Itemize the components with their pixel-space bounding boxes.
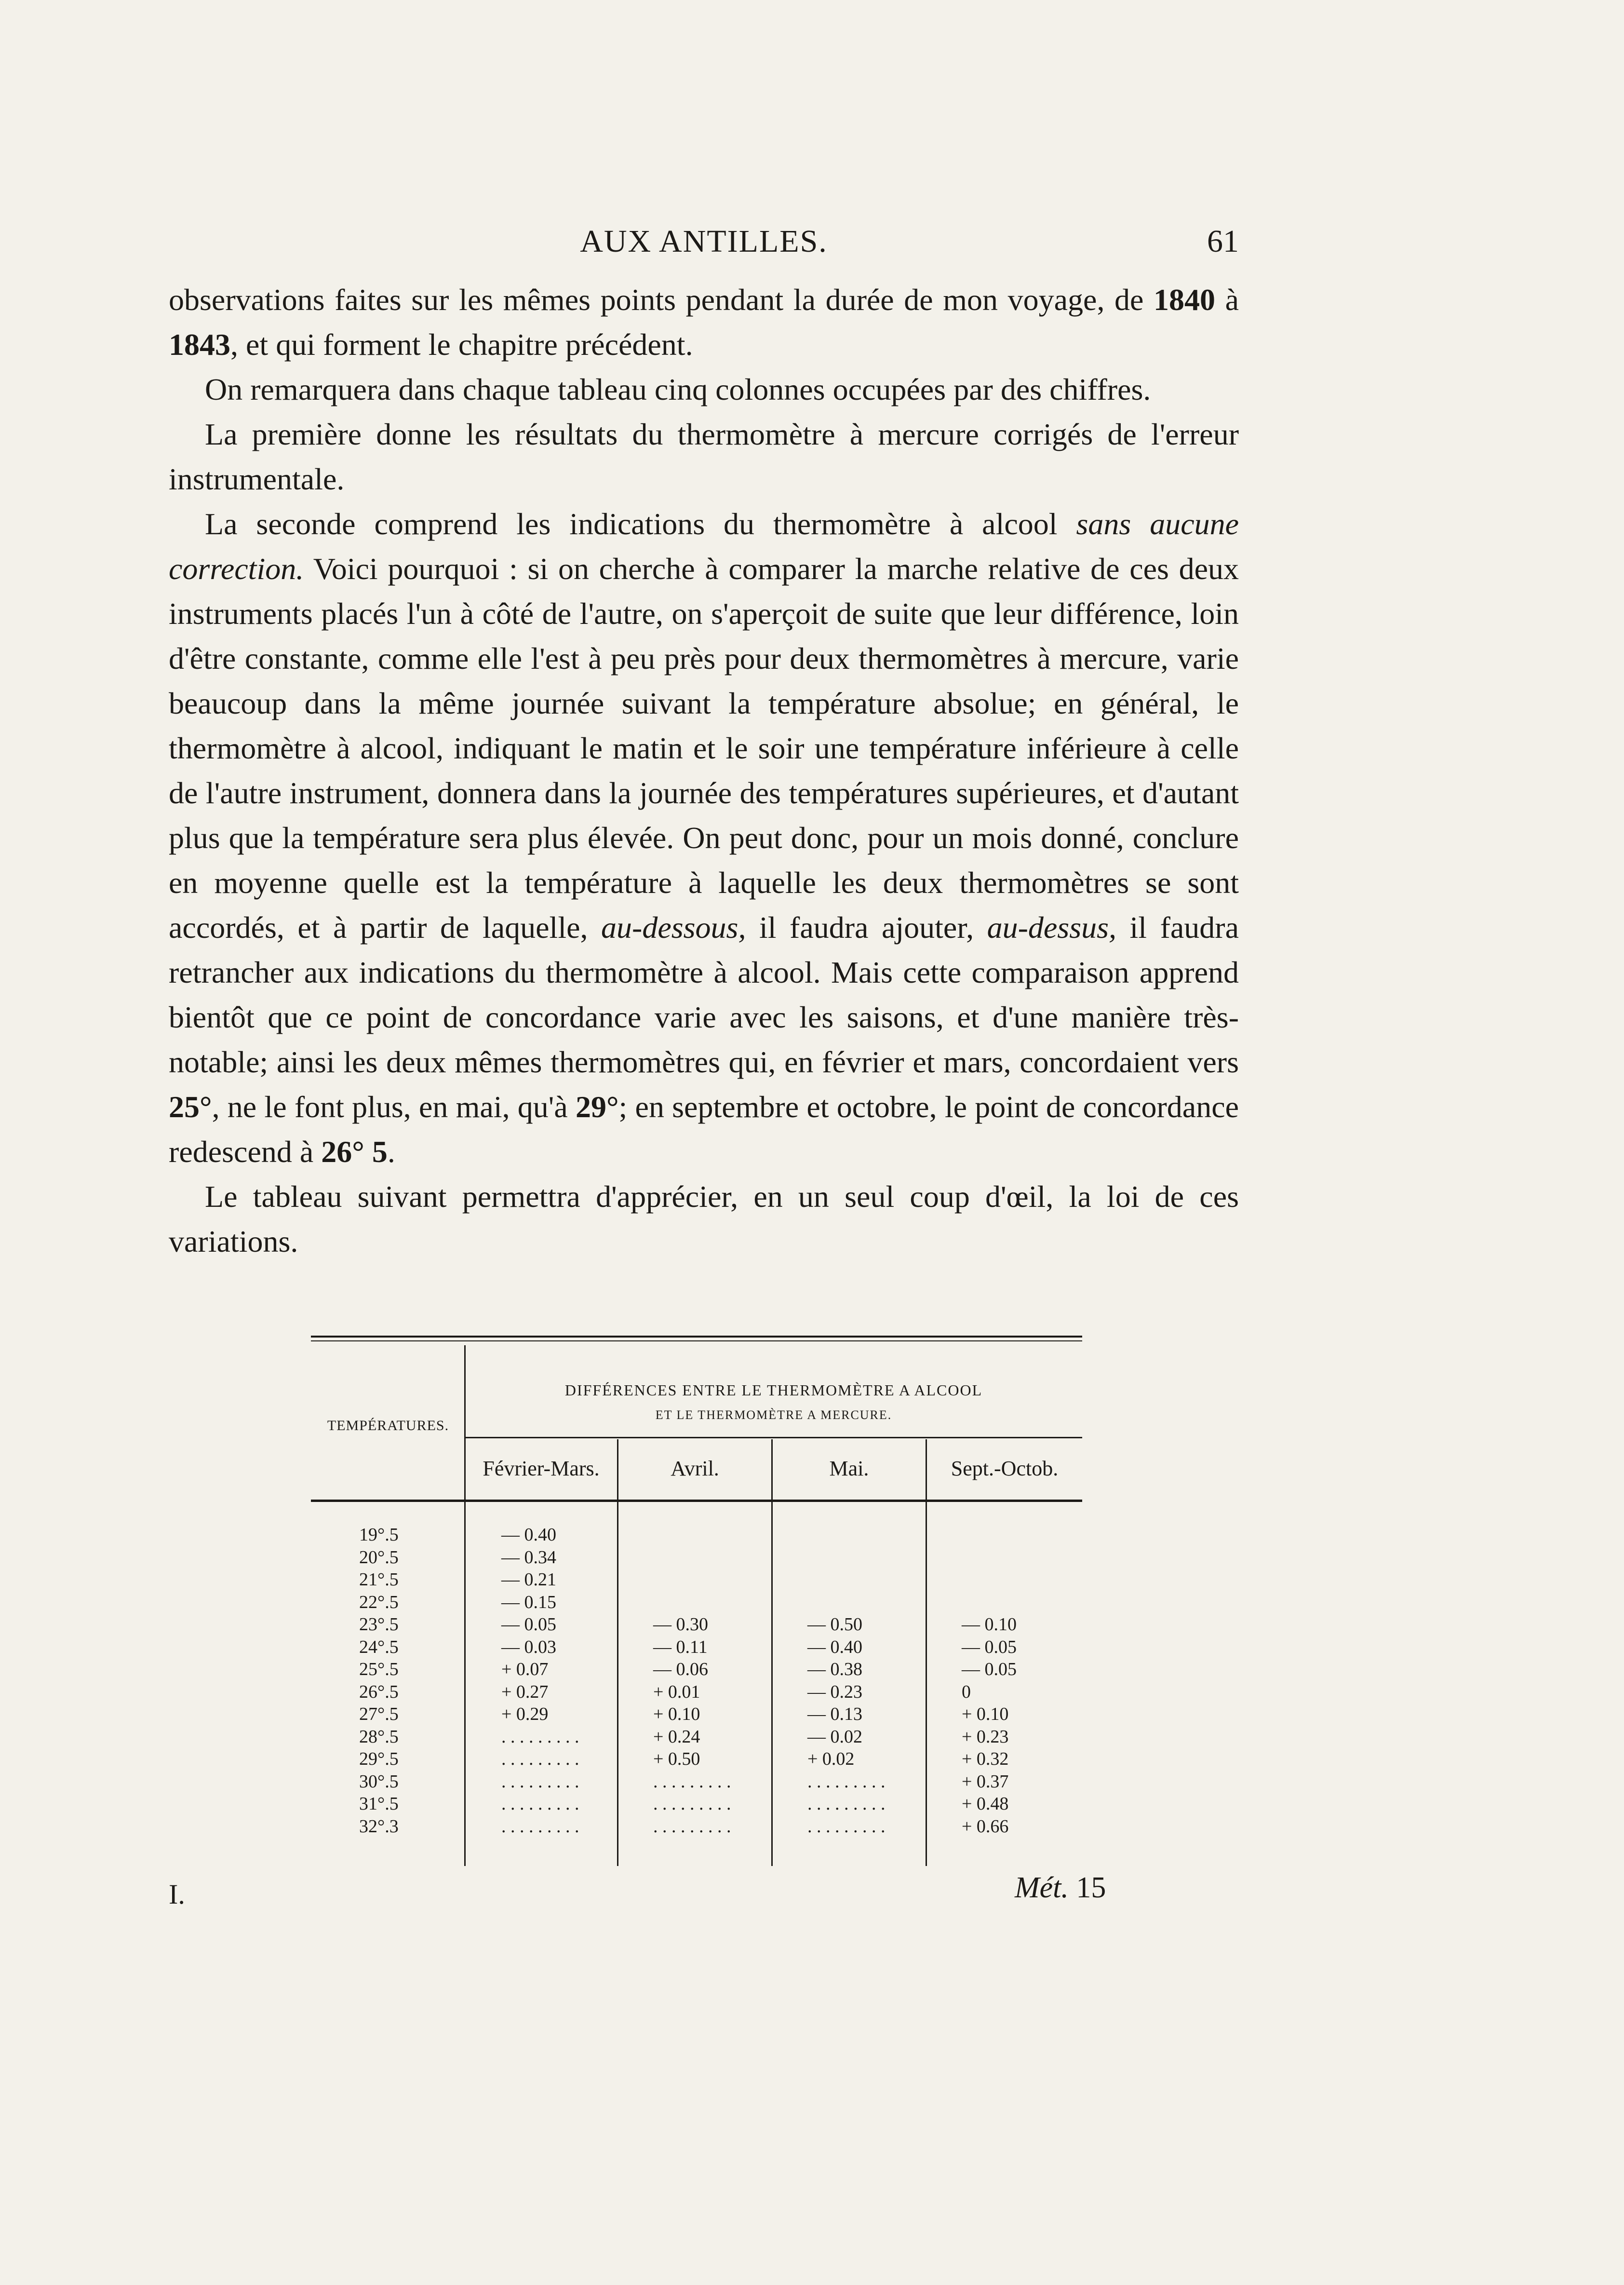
difference-cell: . . . . . . . . . bbox=[501, 1816, 579, 1837]
difference-cell: + 0.50 bbox=[653, 1749, 700, 1769]
temperature-cell: 25°.5 bbox=[359, 1659, 399, 1679]
p4-bold-1: 25° bbox=[169, 1090, 212, 1124]
difference-cell: . . . . . . . . . bbox=[653, 1816, 731, 1837]
difference-cell: . . . . . . . . . bbox=[501, 1771, 579, 1792]
p4-text-g: . bbox=[387, 1135, 395, 1169]
table-row bbox=[311, 1748, 1082, 1770]
temperature-cell: 26°.5 bbox=[359, 1681, 399, 1702]
table-row bbox=[311, 1613, 1082, 1636]
temperature-cell: 19°.5 bbox=[359, 1525, 399, 1545]
difference-cell: — 0.02 bbox=[807, 1726, 862, 1747]
difference-cell: + 0.10 bbox=[653, 1704, 700, 1724]
difference-cell: . . . . . . . . . bbox=[807, 1794, 886, 1814]
p1-year-end: 1843 bbox=[169, 327, 230, 362]
p4-text-f: ; en septembre et octobre, le point de concordance redescend à bbox=[169, 1090, 1239, 1169]
difference-cell: — 0.15 bbox=[501, 1592, 556, 1612]
difference-cell: — 0.50 bbox=[807, 1614, 862, 1635]
page-number: 61 bbox=[1207, 224, 1239, 259]
difference-cell: — 0.05 bbox=[962, 1659, 1017, 1679]
p4-bold-2: 29° bbox=[575, 1090, 619, 1124]
difference-cell: + 0.32 bbox=[962, 1749, 1009, 1769]
difference-cell: . . . . . . . . . bbox=[653, 1771, 731, 1792]
temperature-cell: 31°.5 bbox=[359, 1794, 399, 1814]
header-brace-rule bbox=[465, 1437, 1082, 1438]
p4-bold-3: 26° 5 bbox=[321, 1135, 388, 1169]
difference-cell: . . . . . . . . . bbox=[807, 1816, 886, 1837]
table-row bbox=[311, 1546, 1082, 1568]
paragraph-2: On remarquera dans chaque tableau cinq colonnes occupées par des chiffres. bbox=[205, 372, 1151, 406]
difference-cell: + 0.66 bbox=[962, 1816, 1009, 1837]
difference-cell: — 0.06 bbox=[653, 1659, 708, 1679]
column-header-sept-octob: Sept.-Octob. bbox=[951, 1457, 1059, 1480]
p4-text-b: Voici pourquoi : si on cherche à comparer la marche relative de ces deux instruments placés l'un à côté de l'autre, on s'aperçoit de suite que leur différence, loin d'être constante, comme elle l'est à peu près pour deux thermomètres à mercure, varie beaucoup dans la même journée suivant la température absolue; en général, le thermomètre à alcool, indiquant le matin et le soir une température inférieure à celle de l'autre instrument, donnera dans la journée des températures supérieures, et d'autant plus que la température sera plus élevée. On peut donc, pour un mois donné, conclure en moyenne quelle est la température à laquelle les deux thermomètres se sont accordés, et à partir de laquelle, bbox=[169, 552, 1239, 945]
p4-text-d: il faudra retrancher aux indications du thermomètre à alcool. Mais cette comparaison apprend bientôt que ce point de concordance varie avec les saisons, et d'une manière très-notable; ainsi les deux mêmes thermomètres qui, en février et mars, concordaient vers bbox=[169, 910, 1239, 1079]
column-header-fevrier-mars: Février-Mars. bbox=[483, 1457, 600, 1480]
p1-text-c: à bbox=[1215, 283, 1239, 317]
difference-cell: + 0.24 bbox=[653, 1726, 700, 1747]
p1-year-start: 1840 bbox=[1154, 283, 1216, 317]
table-row bbox=[311, 1681, 1082, 1703]
signature-label bbox=[1015, 1871, 1106, 1905]
signature-mark: I. bbox=[169, 1879, 185, 1910]
difference-cell: + 0.23 bbox=[962, 1726, 1009, 1747]
difference-cell: — 0.10 bbox=[962, 1614, 1017, 1635]
table-row bbox=[311, 1703, 1082, 1725]
difference-cell: — 0.23 bbox=[807, 1681, 862, 1702]
paragraph-3: La première donne les résultats du thermomètre à mercure corrigés de l'erreur instrumentale. bbox=[169, 417, 1239, 496]
temperature-cell: 30°.5 bbox=[359, 1771, 399, 1792]
table-header-sub: ET LE THERMOMÈTRE A MERCURE. bbox=[655, 1408, 892, 1422]
difference-cell: — 0.05 bbox=[962, 1636, 1017, 1657]
table-row bbox=[311, 1524, 1082, 1546]
running-title: AUX ANTILLES. bbox=[580, 224, 828, 259]
difference-cell: — 0.11 bbox=[653, 1636, 708, 1657]
temperature-cell: 27°.5 bbox=[359, 1704, 399, 1724]
table-row bbox=[311, 1793, 1082, 1815]
column-header-avril: Avril. bbox=[671, 1457, 719, 1480]
difference-cell: + 0.37 bbox=[962, 1771, 1009, 1792]
table-header-main: DIFFÉRENCES ENTRE LE THERMOMÈTRE A ALCOOL bbox=[564, 1381, 983, 1399]
difference-cell: + 0.01 bbox=[653, 1681, 700, 1702]
temperature-cell: 20°.5 bbox=[359, 1547, 399, 1568]
difference-cell: — 0.38 bbox=[807, 1659, 862, 1679]
temperature-cell: 32°.3 bbox=[359, 1816, 399, 1837]
difference-cell: . . . . . . . . . bbox=[807, 1771, 886, 1792]
table-row bbox=[311, 1591, 1082, 1613]
difference-cell: . . . . . . . . . bbox=[501, 1749, 579, 1769]
p1-text-d: , et qui forment le chapitre précédent. bbox=[230, 327, 693, 362]
difference-cell: + 0.10 bbox=[962, 1704, 1009, 1724]
difference-cell: — 0.05 bbox=[501, 1614, 556, 1635]
difference-cell: — 0.34 bbox=[501, 1547, 556, 1568]
temperature-cell: 29°.5 bbox=[359, 1749, 399, 1769]
difference-cell: + 0.02 bbox=[807, 1749, 855, 1769]
p1-text-a: observations faites sur les mêmes points pendant la durée de mon voyage, de bbox=[169, 283, 1154, 317]
temperature-cell: 22°.5 bbox=[359, 1592, 399, 1612]
difference-cell: + 0.27 bbox=[501, 1681, 549, 1702]
differences-table bbox=[311, 1336, 1082, 1866]
temperature-cell: 23°.5 bbox=[359, 1614, 399, 1635]
temperature-cell: 24°.5 bbox=[359, 1636, 399, 1657]
column-header-mai: Mai. bbox=[829, 1457, 869, 1480]
difference-cell: — 0.40 bbox=[501, 1525, 556, 1545]
difference-cell: — 0.13 bbox=[807, 1704, 862, 1724]
table-row bbox=[311, 1726, 1082, 1748]
body-text bbox=[169, 277, 1239, 1264]
table-row bbox=[311, 1568, 1082, 1591]
table-row bbox=[311, 1771, 1082, 1793]
difference-cell: — 0.30 bbox=[653, 1614, 708, 1635]
table-header-temperatures: TEMPÉRATURES. bbox=[327, 1418, 449, 1433]
running-head bbox=[169, 219, 1239, 263]
difference-cell: — 0.40 bbox=[807, 1636, 862, 1657]
p4-text-c: il faudra ajouter, bbox=[746, 910, 987, 945]
difference-cell: — 0.21 bbox=[501, 1569, 556, 1590]
difference-cell: . . . . . . . . . bbox=[653, 1794, 731, 1814]
table-row bbox=[311, 1815, 1082, 1838]
signature-label-number: 15 bbox=[1076, 1871, 1106, 1904]
table-header-rule bbox=[311, 1500, 1082, 1504]
difference-cell: — 0.03 bbox=[501, 1636, 556, 1657]
p4-italic-2: au-dessous, bbox=[601, 910, 746, 945]
table-row bbox=[311, 1658, 1082, 1680]
temperature-cell: 21°.5 bbox=[359, 1569, 399, 1590]
difference-cell: + 0.07 bbox=[501, 1659, 549, 1679]
difference-cell: . . . . . . . . . bbox=[501, 1726, 579, 1747]
signature-label-italic: Mét. bbox=[1015, 1871, 1069, 1904]
p4-text-e: , ne le font plus, en mai, qu'à bbox=[212, 1090, 576, 1124]
difference-cell: 0 bbox=[962, 1681, 971, 1702]
paragraph-5: Le tableau suivant permettra d'apprécier, en un seul coup d'œil, la loi de ces variations. bbox=[169, 1179, 1239, 1258]
p4-text-a: La seconde comprend les indications du thermomètre à alcool bbox=[205, 507, 1076, 541]
p4-italic-3: au-dessus, bbox=[987, 910, 1116, 945]
paragraph-1 bbox=[169, 277, 1239, 367]
table-top-rule bbox=[311, 1336, 1082, 1341]
temperature-cell: 28°.5 bbox=[359, 1726, 399, 1747]
table-row bbox=[311, 1636, 1082, 1658]
difference-cell: . . . . . . . . . bbox=[501, 1794, 579, 1814]
paragraph-4 bbox=[169, 501, 1239, 1174]
p4-italic-1: sans aucune correction. bbox=[169, 507, 1239, 586]
difference-cell: + 0.48 bbox=[962, 1794, 1009, 1814]
difference-cell: + 0.29 bbox=[501, 1704, 549, 1724]
